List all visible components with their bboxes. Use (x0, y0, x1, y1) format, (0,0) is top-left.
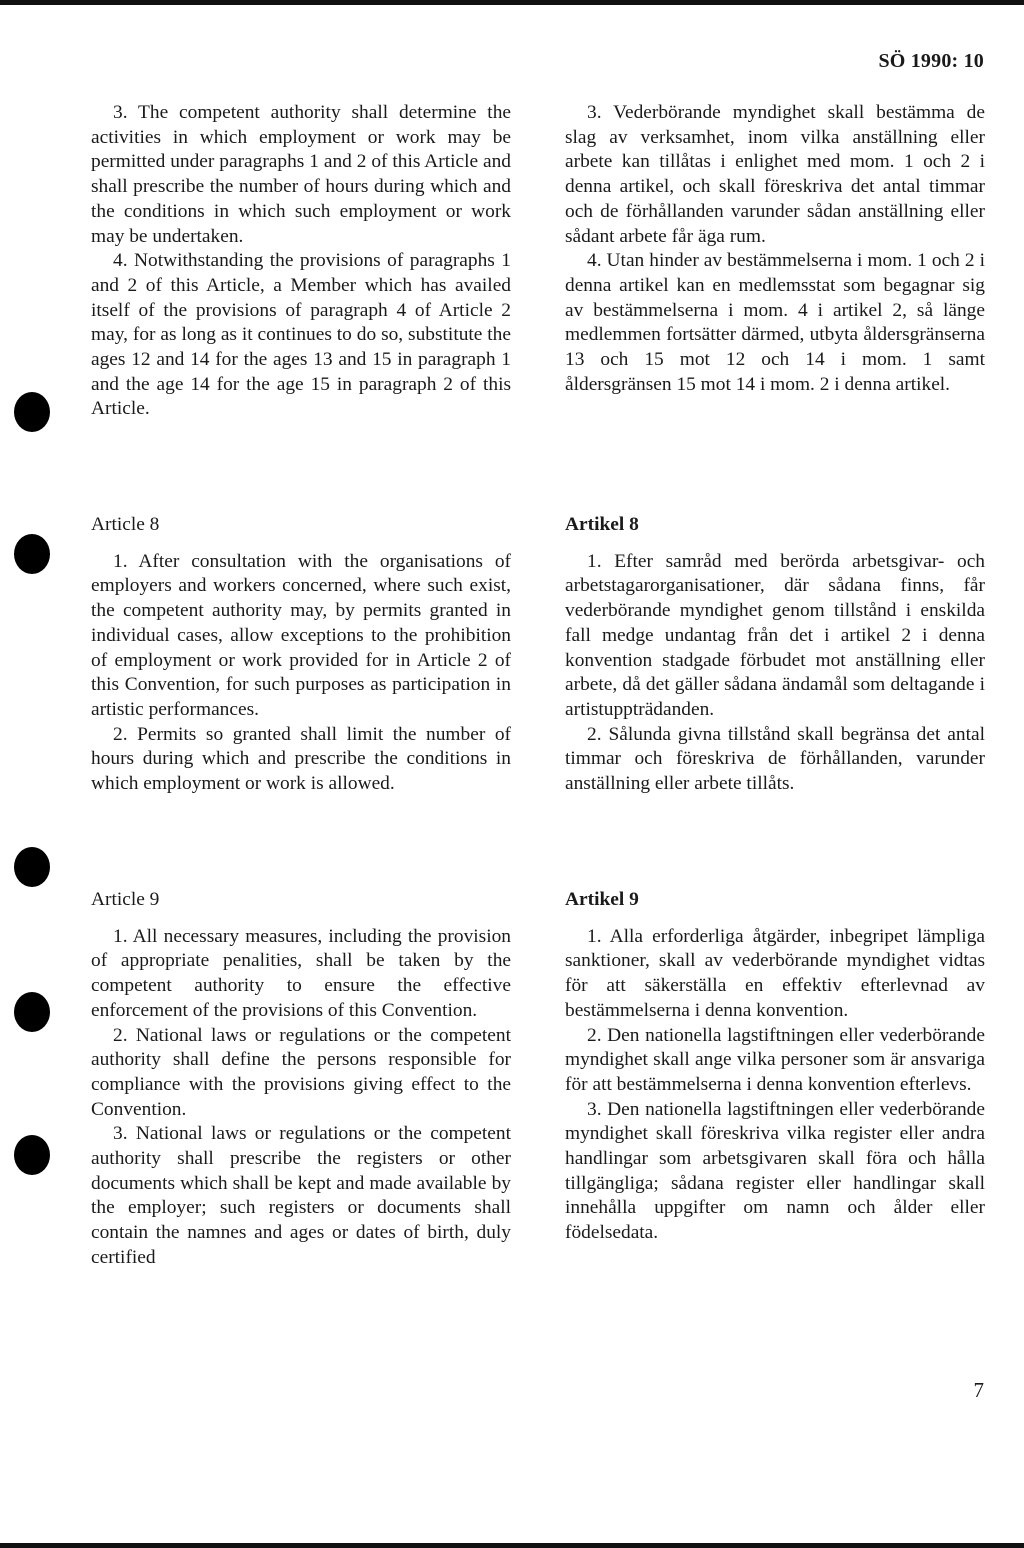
document-reference: SÖ 1990: 10 (878, 50, 984, 72)
swedish-article-9 (565, 888, 985, 1246)
binder-hole-2 (14, 534, 50, 574)
swedish-article-8-paragraph-2: 2. Sålunda givna tillstånd skall begränsa det antal timmar och föreskriva de förhållanden, varunder anställning eller arbete tillåts. (565, 723, 985, 795)
swedish-article-9-paragraph-2: 2. Den nationella lagstiftningen eller vederbörande myndighet skall ange vilka personer som är ansvariga för att bestämmelserna i denna konvention efterlevs. (565, 1024, 985, 1095)
english-article-9-title: Article 9 (91, 889, 160, 910)
english-article-7-paragraph-3: 3. The competent authority shall determine the activities in which employment or work may be permitted under paragraphs 1 and 2 of this Article and shall prescribe the number of hours during which and the conditions in which such employment or work may be undertaken. (91, 102, 511, 247)
swedish-article-8-title: Artikel 8 (565, 514, 639, 535)
binder-hole-5 (14, 1135, 50, 1175)
binder-hole-1 (14, 392, 50, 432)
swedish-article-9-paragraph-1: 1. Alla erforderliga åtgärder, inbegripet lämpliga sanktioner, skall av vederbörande myndighet vidtas för att säkerställa en effektiv efterlevnad av bestämmelserna i denna konvention. (565, 925, 985, 1021)
swedish-article-7-continued (565, 101, 985, 397)
top-border-rule (0, 0, 1024, 5)
english-article-9 (91, 888, 511, 1271)
binder-hole-3 (14, 847, 50, 887)
english-article-8-paragraph-1: 1. After consultation with the organisations of employers and workers concerned, where such exist, the competent authority may, by permits granted in individual cases, allow exceptions to the prohibition of employment or work provided for in Article 2 of this Convention, for such purposes as participation in artistic performances. (91, 550, 511, 720)
swedish-article-8 (565, 513, 985, 797)
english-article-8-title: Article 8 (91, 514, 160, 535)
bottom-border-rule (0, 1543, 1024, 1548)
swedish-article-7-paragraph-3: 3. Vederbörande myndighet skall bestämma de slag av verksamhet, inom vilka anställning eller arbete kan tillåtas i enlighet med mom. 1 och 2 i denna artikel, och skall föreskriva det antal timmar och de förhållanden varunder sådan anställning eller sådant arbete får äga rum. (565, 102, 985, 247)
english-article-8-paragraph-2: 2. Permits so granted shall limit the number of hours during which and prescribe the conditions in which employment or work is allowed. (91, 723, 511, 795)
english-article-7-paragraph-4: 4. Notwithstanding the provisions of paragraphs 1 and 2 of this Article, a Member which has availed itself of the provisions of paragraph 4 of Article 2 may, for as long as it continues to do so, substitute the ages 12 and 14 for the ages 13 and 15 in paragraph 1 and the age 14 for the age 15 in paragraph 2 of this Article. (91, 250, 511, 420)
binder-hole-4 (14, 992, 50, 1032)
english-article-7-continued (91, 101, 511, 422)
swedish-article-8-paragraph-1: 1. Efter samråd med berörda arbetsgivar- och arbetstagarorganisationer, där sådana finns, får vederbörande myndighet genom tillstånd i enskilda fall medge undantag från det i artikel 2 i denna konvention stadgade förbudet mot anställning eller arbete, då det gäller sådana ändamål som deltagande i artistuppträdanden. (565, 550, 985, 720)
swedish-article-7-paragraph-4: 4. Utan hinder av bestämmelserna i mom. 1 och 2 i denna artikel kan en medlemsstat som begagnar sig av bestämmelserna i mom. 4 i artikel 2, så länge medlemmen fortsätter därmed, utbyta åldersgränserna 13 och 15 mot 12 och 14 i mom. 1 samt åldersgränsen 15 mot 14 i mom. 2 i denna artikel. (565, 250, 985, 395)
page-number: 7 (973, 1378, 984, 1402)
english-article-9-paragraph-1: 1. All necessary measures, including the provision of appropriate penalities, shall be taken by the competent authority to ensure the effective enforcement of the provisions of this Convention. (91, 925, 511, 1021)
swedish-article-9-paragraph-3: 3. Den nationella lagstiftningen eller vederbörande myndighet skall föreskriva vilka register eller andra handlingar som arbetsgivaren skall föra och hålla tillgängliga; sådana register eller handlingar skall innehålla uppgifter om namn och ålder eller födelsedata. (565, 1098, 985, 1244)
english-article-9-paragraph-3: 3. National laws or regulations or the competent authority shall prescribe the registers or other documents which shall be kept and made available by the employer; such registers or documents shall contain the namnes and ages or dates of birth, duly certified (91, 1123, 511, 1268)
swedish-article-9-title: Artikel 9 (565, 889, 639, 910)
english-article-8 (91, 513, 511, 797)
english-article-9-paragraph-2: 2. National laws or regulations or the competent authority shall define the persons responsible for compliance with the provisions giving effect to the Convention. (91, 1024, 511, 1120)
